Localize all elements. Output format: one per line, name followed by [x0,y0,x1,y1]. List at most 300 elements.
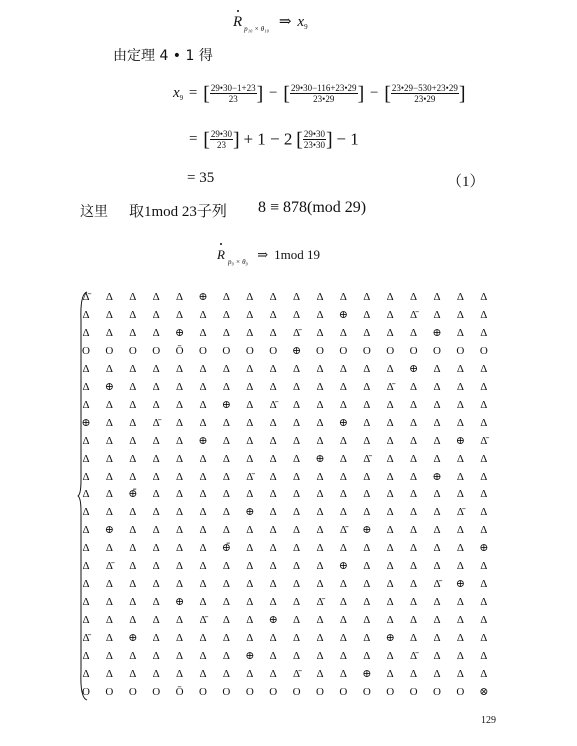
matrix-cell: Δ [269,380,277,393]
left-bracket: [ [283,82,290,105]
r-subscript: p₁₀ × θ₁₀ [244,25,270,33]
matrix-cell: Δ [363,614,371,627]
matrix-cell: Δ [82,398,90,411]
matrix-cell: Δ [199,470,207,483]
matrix-cell: O [152,344,161,357]
matrix-cell: Δ [152,398,160,411]
matrix-cell: O [386,685,395,698]
fraction-4 [210,129,233,150]
matrix-cell: Δ [82,596,90,609]
matrix-cell: Δ [433,614,441,627]
matrix-cell: Δ [386,667,394,680]
matrix-cell: ⊕ [362,524,372,537]
matrix-cell: O [245,685,254,698]
matrix-cell: Δ [129,380,137,393]
matrix-cell: Δ [386,308,394,321]
matrix-cell: Δ [456,667,464,680]
matrix-cell: Δ [480,380,488,393]
matrix-cell: O [362,344,371,357]
matrix-cell: Δ [246,416,254,429]
matrix-cell: Δ [480,416,488,429]
matrix-cell: Δ [410,560,418,573]
matrix-cell: Δ [363,542,371,555]
matrix-cell: ⊕ [338,560,348,573]
matrix-cell: Δ̄ [152,416,160,429]
matrix-cell: Δ [480,578,488,591]
header-expression [233,12,308,31]
matrix-cell: Δ [363,416,371,429]
matrix-cell: Δ [176,560,184,573]
matrix-cell: ⊕ [408,362,419,375]
matrix-cell: Δ [199,650,207,662]
matrix-cell: Δ [129,362,137,375]
matrix-cell: Δ [176,542,184,555]
matrix-cell: Δ̄ [410,308,418,321]
fraction-2 [290,83,358,104]
matrix-cell: Δ [176,308,184,321]
matrix-cell: Δ [316,488,324,501]
matrix-cell: Δ [82,326,90,339]
matrix-cell: Δ [222,308,230,321]
matrix-cell: Δ [316,308,324,321]
matrix-cell: Δ [152,506,160,519]
matrix-cell: Δ [456,632,464,645]
matrix-cell: Δ [293,596,301,609]
matrix-cell: Δ [152,560,160,573]
matrix-cell: Δ [480,650,488,662]
fraction-3 [391,83,459,104]
matrix-cell: Δ [199,362,207,375]
matrix-cell: Δ [316,380,324,393]
matrix-cell: O [316,685,324,698]
matrix-cell: Δ [410,434,418,447]
matrix-cell: Δ [105,667,113,680]
matrix-cell: Δ [269,542,277,555]
matrix-cell: Δ [82,650,90,662]
matrix-cell: Δ [433,650,441,662]
matrix-cell: Δ [410,632,418,645]
eq1-equals: = [188,85,198,101]
matrix-cell: Δ [339,398,347,411]
matrix-cell: Δ [386,398,394,411]
matrix-cell: Δ̄ [105,560,113,573]
matrix-cell: Ō [175,685,184,698]
matrix-cell: Δ [176,524,184,537]
x-symbol: x [297,14,305,30]
matrix-cell: Δ [339,667,347,680]
matrix-cell: Δ [433,596,441,609]
r-symbol: R [217,247,225,262]
matrix-cell: O [245,344,254,357]
matrix-cell: Δ̄ [199,614,207,627]
matrix-cell: Δ [222,667,230,680]
matrix-cell: Δ [269,596,277,609]
matrix-cell: Δ [105,452,113,465]
matrix-cell: Δ [129,470,137,483]
matrix-cell: Δ [339,542,347,555]
matrix-cell: Δ [480,308,488,321]
matrix-cell: Δ [129,596,137,609]
matrix-cell: ⊕ [385,632,395,645]
matrix-cell: Δ [105,308,113,321]
matrix-cell: ⊕ [245,650,255,662]
matrix-cell: Δ [456,470,464,483]
matrix-cell: Δ [105,596,113,609]
matrix-cell: ⊕ [315,452,325,465]
matrix-cell: Δ [433,308,441,321]
matrix-cell: Δ [410,380,418,393]
matrix-cell: Δ [82,452,90,465]
matrix-cell: Δ [293,524,301,537]
r-subscript: p₉ × θ₉ [227,258,248,266]
congruence-text: 8 ≡ 878(mod 29) [258,199,367,216]
matrix-cell: Δ [480,596,488,609]
matrix-cell: Δ [456,326,464,339]
matrix-cell: Δ [82,578,90,591]
matrix-cell: Δ [293,560,301,573]
matrix-cell: O [269,685,278,698]
matrix-cell: O [105,344,114,357]
matrix-cell: Δ [339,614,347,627]
matrix-cell: Δ [293,291,301,303]
matrix-cell: ⊕ [245,506,255,519]
matrix-cell: Δ [339,470,347,483]
matrix-cell: O [222,685,231,698]
matrix-cell: Δ [222,434,230,447]
matrix-cell: Δ [82,470,90,483]
matrix-cell: O [316,344,324,357]
matrix-cell: O [409,344,418,357]
matrix-cell: Δ [316,667,324,680]
matrix-cell: O [82,685,90,698]
matrix-cell: Δ [456,596,464,609]
eq1-lhs: x [173,85,180,101]
matrix-cell: Δ [410,506,418,519]
matrix-cell: Δ [456,542,464,555]
matrix-cell: Δ [316,614,324,627]
matrix-cell: Δ [410,326,418,339]
matrix-cell: O [152,685,161,698]
matrix-cell: Δ [152,596,160,609]
matrix-cell: Δ [129,452,137,465]
matrix-cell: Δ [246,452,254,465]
fraction-3-den: 23•29 [414,94,436,104]
matrix-cell: Δ [246,560,254,573]
matrix-cell: Δ [339,578,347,591]
fraction-4-den: 23 [216,140,226,150]
matrix-cell: Δ [152,524,160,537]
matrix-cell: Δ [246,542,254,555]
matrix-cell: Δ [246,524,254,537]
matrix-cell: Δ [269,470,277,483]
matrix-cell: Δ̄ [82,291,90,303]
matrix-cell: Δ̄ [316,596,324,609]
matrix-cell: Δ [176,398,184,411]
matrix-cell: Δ [433,632,441,645]
matrix-cell: ⊕ [128,632,138,645]
matrix-cell: Δ [293,398,301,411]
matrix-cell: Δ [410,667,418,680]
matrix-cell: Δ [386,452,394,465]
matrix-cell: Δ [363,470,371,483]
matrix-cell: Δ [222,650,230,662]
matrix-cell: Δ [152,452,160,465]
implies-arrow: ⇒ [257,247,269,262]
matrix-cell: O [456,344,465,357]
matrix-cell: Δ̄ [386,380,394,393]
matrix-cell: Δ [386,291,394,303]
matrix-cell: Δ [293,452,301,465]
matrix-cell: Δ [363,506,371,519]
matrix-cell: Δ [410,596,418,609]
matrix-cell: Δ [293,308,301,321]
matrix-cell: Δ [363,578,371,591]
left-bracket: [ [296,128,303,151]
matrix-cell: ⊗ [479,685,489,698]
matrix-cell: Δ [433,434,441,447]
matrix-cell: Δ [199,398,207,411]
matrix-cell: Δ [433,380,441,393]
matrix-cell: Δ [339,452,347,465]
matrix-cell: Δ [222,326,230,339]
matrix-cell: Δ [199,542,207,555]
matrix-cell: Δ [316,398,324,411]
matrix-cell: ⊕ [221,398,231,411]
matrix-cell: Δ [480,452,488,465]
matrix-cell: Δ [176,362,184,375]
matrix-cell: Δ [316,632,324,645]
matrix-cell: Δ [480,488,488,501]
matrix-cell: Δ [386,542,394,555]
matrix-cell: Δ [199,416,207,429]
matrix-cell: ⊕ [174,596,185,609]
matrix-cell: Δ [386,488,394,501]
matrix-cell: Δ [105,434,113,447]
fraction-1-den: 23 [228,94,238,104]
matrix-cell: Δ [363,398,371,411]
matrix-cell: Δ [246,667,254,680]
matrix-cell: Δ [433,506,441,519]
matrix-cell: Δ [176,506,184,519]
matrix-cell: Δ [129,542,137,555]
subsequence-text: 取1mod 23子列 [129,204,227,220]
matrix-cell: ⊕̄ [128,488,138,501]
matrix-cell: Δ [246,596,254,609]
matrix-cell: Δ [82,488,90,501]
matrix-cell: Δ [105,326,113,339]
matrix-cell: Δ [339,434,347,447]
header-expression-2 [217,247,321,266]
matrix-cell: Δ [222,560,230,573]
matrix-cell: Δ [293,362,301,375]
matrix-cell: Ō [175,344,184,357]
matrix-cell: Δ [105,542,113,555]
matrix-cell: Δ [105,362,113,375]
matrix-cell: Δ [105,578,113,591]
matrix-cell: Δ [129,667,137,680]
matrix-cell: Δ [480,291,488,303]
matrix-cell: Δ [152,434,160,447]
matrix-cell: Δ [456,452,464,465]
matrix-cell: Δ [339,326,347,339]
matrix-cell: Δ [129,506,137,519]
fraction-4-num: 29•30 [210,129,233,139]
matrix-cell: Δ [82,560,90,573]
matrix-cell: Δ [410,291,418,303]
matrix-cell: Δ [199,506,207,519]
matrix-cell: Δ [176,578,184,591]
matrix-cell: Δ [386,470,394,483]
matrix-cell: Δ [152,291,160,303]
matrix-cell: Δ [82,524,90,537]
matrix-cell: Δ [246,326,254,339]
left-bracket: [ [203,128,210,151]
matrix-cell: Δ [316,560,324,573]
matrix-cell: Δ [293,434,301,447]
matrix-cell: Δ [176,416,184,429]
matrix-cell: Δ [152,326,160,339]
matrix-cell: Δ [480,470,488,483]
matrix-cell: ⊕ [268,614,278,627]
matrix-cell: Δ [456,614,464,627]
matrix-cell: Δ [386,326,394,339]
matrix-cell: Δ [176,434,184,447]
matrix-cell: O [339,344,348,357]
matrix-cell: O [82,344,90,357]
matrix-cell: Δ [293,614,301,627]
matrix-cell: Δ [105,416,113,429]
matrix-cell: Δ [363,650,371,662]
matrix-cell: Δ [433,398,441,411]
matrix-cell: Δ [269,308,277,321]
matrix-cell: Δ [176,650,184,662]
matrix-cell: Δ [176,488,184,501]
minus-sign: − [369,85,379,101]
matrix-cell: Δ [222,362,230,375]
matrix-cell: Δ [339,488,347,501]
matrix-cell: Δ [246,291,254,303]
matrix-cell: Δ [433,362,441,375]
matrix-cell: Δ [82,434,90,447]
matrix-cell: Δ [199,560,207,573]
matrix-cell: Δ [129,578,137,591]
matrix-cell: Δ [269,452,277,465]
eq2-equals: = [189,131,198,147]
matrix-cell: Δ [316,291,324,303]
matrix-cell: Δ [363,488,371,501]
matrix-cell: Δ [105,398,113,411]
matrix-cell: Δ [222,632,230,645]
matrix-cell: Δ [339,380,347,393]
matrix-cell: Δ [316,416,324,429]
matrix-cell: ⊕ [338,416,348,429]
fraction-2-den: 23•29 [313,94,335,104]
matrix-cell: Δ [480,667,488,680]
matrix-cell: Δ [199,632,207,645]
matrix-cell: Δ [269,560,277,573]
matrix-cell: Δ [433,560,441,573]
matrix-cell: ⊕̄ [221,542,231,555]
matrix-cell: Δ [82,667,90,680]
matrix-cell: Δ [386,560,394,573]
matrix-cell: Δ [363,380,371,393]
right-bracket: ] [357,82,365,105]
matrix-cell: O [386,344,395,357]
matrix-cell: Δ [386,416,394,429]
matrix-cell: Δ [456,291,464,303]
matrix-cell: Δ [199,380,207,393]
matrix-cell: Δ [176,380,184,393]
right-bracket: ] [233,128,240,151]
matrix-cell: Δ [82,362,90,375]
matrix-cell: O [433,685,441,698]
matrix-cell: Δ [456,308,464,321]
matrix-cell: Δ [152,362,160,375]
matrix-cell: Δ [152,488,160,501]
matrix-cell: Δ [199,488,207,501]
matrix-cell: Δ [363,362,371,375]
matrix-cell: Δ [456,650,464,662]
matrix-cell: Δ [293,578,301,591]
matrix-cell: ⊕ [455,434,465,447]
equation-1 [173,83,466,104]
matrix-cell: Δ [129,614,137,627]
fraction-5-den: 23•30 [303,140,325,150]
matrix-cell: Δ [222,524,230,537]
matrix-cell: O [339,685,348,698]
matrix-cell: Δ [82,308,90,321]
matrix-cell: O [199,685,207,698]
matrix-cell: Δ [339,596,347,609]
matrix-cell: Δ [82,380,90,393]
matrix-cell: Δ [222,578,230,591]
matrix-cell: Δ [363,632,371,645]
matrix-cell: Δ [433,542,441,555]
matrix-cell: O [292,685,301,698]
matrix-cell: O [128,344,137,357]
matrix-cell: Δ [246,362,254,375]
matrix-cell: Δ [293,470,301,483]
matrix-cell: Δ [339,291,347,303]
equation-3: = 35 [187,170,215,186]
fraction-2-num: 29•30−116+23•29 [290,83,357,93]
matrix-cell: Δ [129,308,137,321]
matrix-cell: Δ [269,506,277,519]
matrix-cell: Δ [152,470,160,483]
here-label: 这里 [80,204,108,220]
matrix-cell: Δ [433,488,441,501]
fraction-3-num: 23•29−530+23•29 [391,83,458,93]
matrix-cell: Δ [105,470,113,483]
matrix-cell: Δ [410,488,418,501]
matrix-cell: Δ [129,291,137,303]
matrix-cell: Δ [176,614,184,627]
eq2-middle: + 1 − 2 [243,129,293,149]
matrix-cell: ⊕ [104,380,114,393]
matrix-cell: ⊕ [479,542,489,555]
matrix-cell: Δ [269,488,277,501]
matrix-cell: Δ [410,524,418,537]
matrix-cell: Δ [480,560,488,573]
fraction-5 [303,129,326,150]
matrix-cell: Δ [246,308,254,321]
matrix-cell: Δ [456,416,464,429]
matrix-cell: Δ [269,632,277,645]
matrix-cell: Δ [316,470,324,483]
matrix-cell: Δ [363,326,371,339]
matrix-cell: Δ [433,416,441,429]
matrix-cell: Δ [339,362,347,375]
